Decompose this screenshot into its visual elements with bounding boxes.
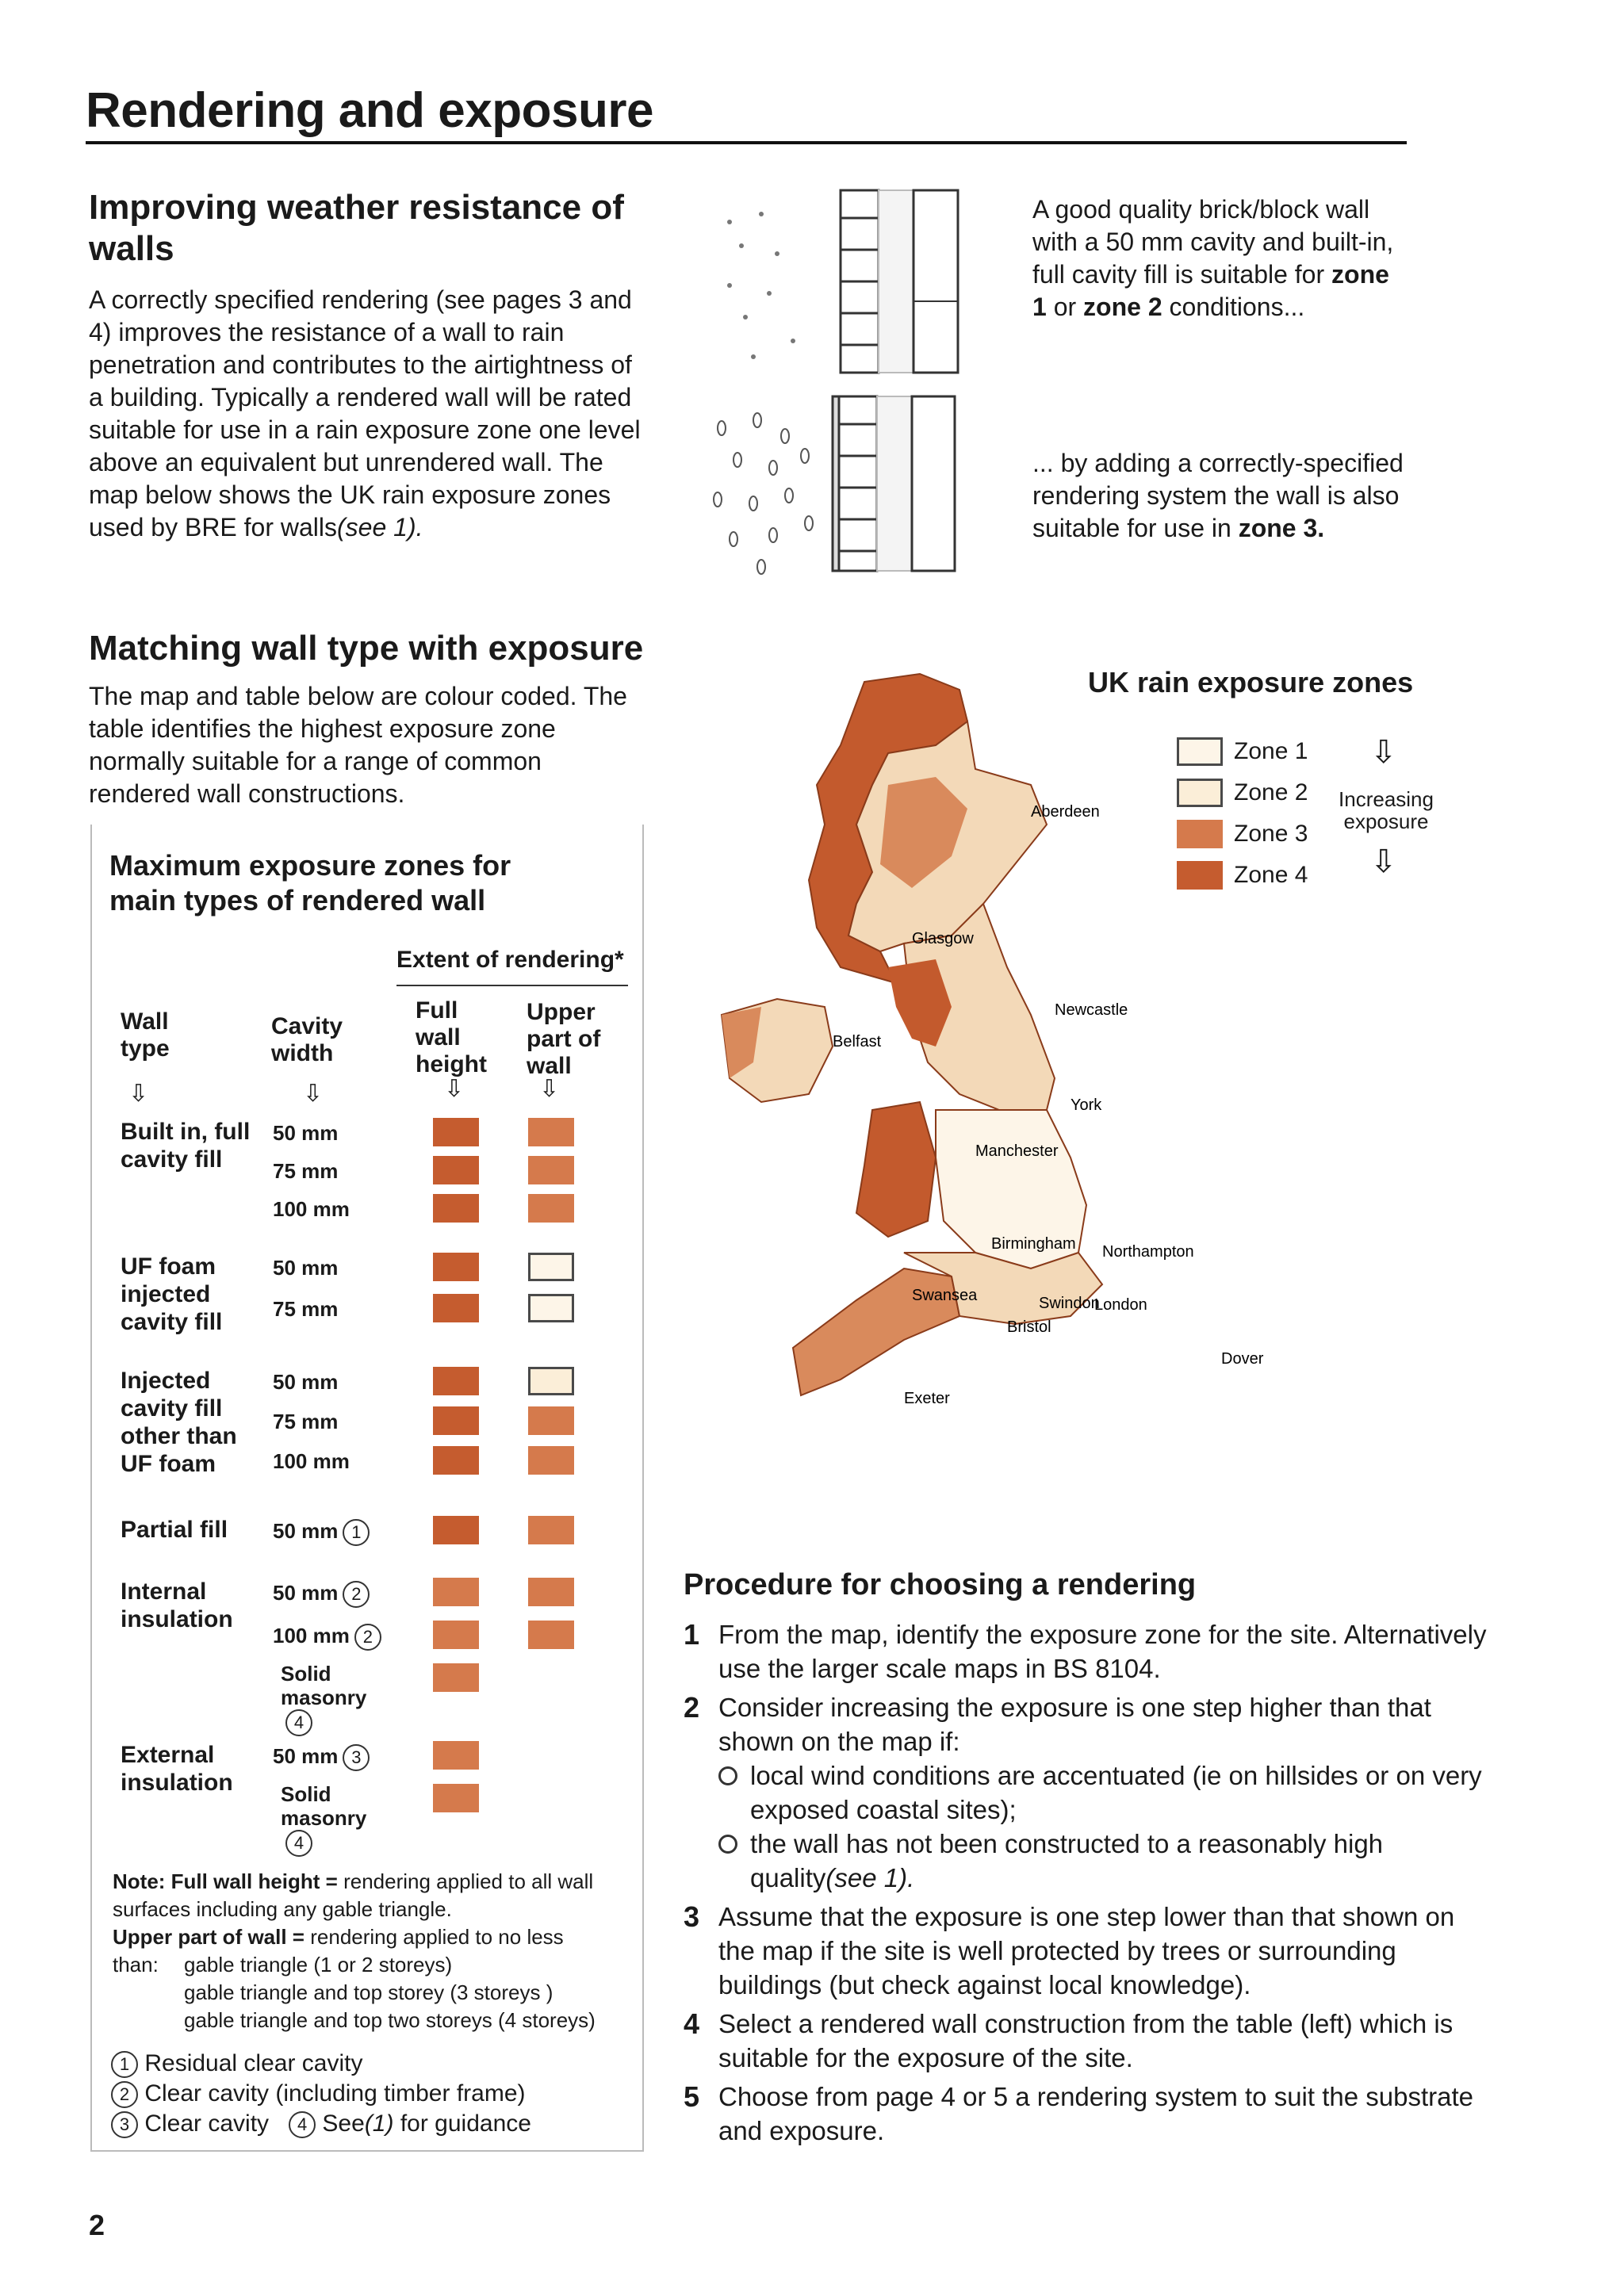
zone-swatch-full (433, 1621, 479, 1649)
footnote-4-post: for guidance (400, 2110, 531, 2137)
wall-diagrams (698, 182, 983, 587)
zone-swatch-full (433, 1663, 479, 1692)
note-line: gable triangle and top two storeys (4 storeys) (184, 2008, 596, 2032)
footnote-4-ref: (1) (364, 2110, 394, 2137)
map-legend (1177, 731, 1308, 896)
exposure-arrow-icon: ⇩ (1370, 735, 1397, 770)
cavity-width-text: 75 mm (273, 1410, 339, 1433)
footnote-1: Residual clear cavity (144, 2050, 363, 2076)
cavity-width (273, 1297, 338, 1322)
cavity-width-text: 100 mm (273, 1624, 350, 1647)
city-label: Dover (1221, 1350, 1264, 1368)
zone-swatch-full (433, 1578, 479, 1606)
city-label: Newcastle (1055, 1001, 1128, 1019)
wall-type-label: External insulation (121, 1742, 233, 1796)
zone-swatch-upper (528, 1294, 574, 1322)
footnotes (111, 2049, 531, 2139)
wall-diagram-unrendered (841, 190, 958, 373)
zone-swatch-upper (528, 1118, 574, 1146)
zone-swatch-full (433, 1406, 479, 1435)
zone-swatch-full (433, 1367, 479, 1395)
wall-type-label: Injected cavity fill other than UF foam (121, 1368, 237, 1477)
table-title: Maximum exposure zones for main types of rendered wall (109, 849, 511, 916)
footnote-marker: 4 (285, 1830, 312, 1857)
wall-type-label: Partial fill (121, 1517, 228, 1543)
cavity-width (273, 1449, 350, 1474)
zone-swatch-upper (528, 1446, 574, 1475)
procedure-heading: Procedure for choosing a rendering (684, 1568, 1197, 1601)
cavity-width (273, 1581, 370, 1608)
arrow-wall-type-icon: ⇩ (128, 1081, 149, 1107)
caption1-or: or (1053, 293, 1077, 321)
arrow-cavity-icon: ⇩ (303, 1081, 324, 1107)
city-label: Belfast (833, 1033, 882, 1050)
matching-heading: Matching wall type with exposure (89, 629, 644, 668)
circle-3: 3 (111, 2111, 138, 2138)
step-number: 4 (684, 2007, 700, 2040)
zone-swatch-upper (528, 1253, 574, 1281)
diagram-caption-1 (1032, 193, 1405, 323)
cavity-width (273, 1744, 370, 1771)
cavity-width (273, 1370, 338, 1395)
legend-zone3: Zone 3 (1234, 821, 1308, 847)
zone-swatch-full (433, 1516, 479, 1544)
caption1-zone2: zone 2 (1083, 293, 1162, 321)
zone-swatch-upper (528, 1516, 574, 1544)
procedure-list (684, 1617, 1492, 2148)
legend-swatch-zone1 (1177, 737, 1223, 766)
cavity-width (273, 1410, 338, 1434)
cavity-width-text: 100 mm (273, 1449, 350, 1473)
col-wall-type: Wall type (121, 1008, 170, 1062)
footnote-marker: 2 (343, 1581, 370, 1608)
table-notes (113, 1868, 636, 2034)
zone-swatch-full (433, 1784, 479, 1812)
intro-text-main: A correctly specified rendering (see pages 3 and 4) improves the resistance of a wall to rain penetration and contributes to the airtightness of a building. Typically a rendered wall will be rated suitable for use in a rain exposure zone one level above an equivalent but unrendered wall. The map below shows the UK rain exposure zones used by BRE for walls (89, 285, 641, 541)
note-label-1: Note: Full wall height = (113, 1869, 338, 1893)
step-number: 3 (684, 1900, 700, 1933)
circle-1: 1 (111, 2051, 138, 2078)
cavity-width-text: Solid masonry (281, 1782, 367, 1830)
cavity-width (273, 1197, 350, 1222)
note-than: than: (113, 1953, 159, 1976)
arrow-full-icon: ⇩ (444, 1076, 465, 1102)
footnote-marker: 1 (343, 1519, 370, 1546)
procedure-step (684, 1900, 1492, 2002)
map-title: UK rain exposure zones (1088, 666, 1414, 698)
cavity-width-text: 100 mm (273, 1197, 350, 1221)
note-text-1: rendering applied to all wall surfaces including any gable triangle. (113, 1869, 594, 1921)
step-number: 1 (684, 1618, 700, 1651)
wall-type-label: Internal insulation (121, 1578, 233, 1632)
zone-swatch-full (433, 1156, 479, 1184)
rain-drops-light (727, 212, 795, 359)
cavity-width-text: 50 mm (273, 1121, 339, 1145)
procedure-step (684, 2080, 1492, 2148)
zone-swatch-full (433, 1446, 479, 1475)
cavity-width (273, 1624, 381, 1651)
zone-swatch-full (433, 1194, 479, 1223)
title-rule (86, 141, 1407, 144)
city-label: Bristol (1007, 1318, 1051, 1336)
cavity-width-text: 75 mm (273, 1297, 339, 1321)
matching-text: The map and table below are colour coded. The table identifies the highest exposure zone normally suitable for a range of common rendered wall constructions. (89, 682, 627, 808)
caption1-zone1: zone 1 (1032, 260, 1389, 321)
zone-swatch-upper (528, 1578, 574, 1606)
intro-text (89, 284, 644, 544)
zone-swatch-upper (528, 1156, 574, 1184)
step-number: 5 (684, 2080, 700, 2113)
footnote-marker: 2 (354, 1624, 381, 1651)
map-wales (856, 1102, 936, 1237)
note-label-2: Upper part of wall = (113, 1925, 304, 1949)
cavity-width (273, 1256, 338, 1280)
legend-swatch-zone3 (1177, 820, 1223, 848)
step-text: Select a rendered wall construction from the table (left) which is suitable for the exposure of the site. (718, 2009, 1454, 2072)
circle-4: 4 (289, 2111, 316, 2138)
sub-bullet-text: local wind conditions are accentuated (ie on hillsides or on very exposed coastal sites); (750, 1761, 1482, 1824)
step-text: From the map, identify the exposure zone for the site. Alternatively use the larger scale maps in BS 8104. (718, 1620, 1487, 1683)
city-label: Manchester (975, 1142, 1059, 1160)
exposure-arrow-down-icon: ⇩ (1370, 844, 1397, 879)
procedure-sub-bullet (684, 1827, 1492, 1895)
cavity-width-text: 50 mm (273, 1744, 339, 1768)
cavity-width (273, 1159, 338, 1184)
procedure-step (684, 1690, 1492, 1758)
intro-ref: (see 1). (337, 513, 423, 541)
footnote-4-pre: See (322, 2110, 365, 2137)
step-text: Choose from page 4 or 5 a rendering system to suit the substrate and exposure. (718, 2082, 1474, 2145)
cavity-width-text: 75 mm (273, 1159, 339, 1183)
col-upper: Upper part of wall (527, 999, 601, 1079)
step-text: Assume that the exposure is one step lower than that shown on the map if the site is well protected by trees or surrounding buildings (but check against local knowledge). (718, 1902, 1455, 1999)
footnote-2: Clear cavity (including timber frame) (144, 2080, 526, 2107)
bullet-circle-icon (718, 1766, 737, 1785)
cavity-width-text: 50 mm (273, 1519, 339, 1543)
circle-2: 2 (111, 2081, 138, 2108)
caption2-pre: ... by adding a correctly-specified rendering system the wall is also suitable for use in (1032, 449, 1404, 542)
note-line: gable triangle and top storey (3 storeys ) (184, 1980, 553, 2004)
exposure-label: Increasing exposure (1339, 787, 1434, 833)
wall-type-label: UF foam injected cavity fill (121, 1253, 223, 1335)
zone-swatch-full (433, 1118, 479, 1146)
diagram-caption-2 (1032, 447, 1405, 545)
wall-diagram-rendered (833, 396, 955, 571)
extent-header: Extent of rendering* (396, 947, 624, 973)
legend-zone4: Zone 4 (1234, 862, 1308, 888)
note-text-2: rendering applied to no less (310, 1925, 564, 1949)
sub-bullet-ref: (see 1). (825, 1863, 915, 1892)
zone-swatch-upper (528, 1367, 574, 1395)
legend-swatch-zone2 (1177, 779, 1223, 807)
city-label: Northampton (1102, 1243, 1194, 1261)
cavity-width (281, 1662, 367, 1736)
caption1-post: conditions... (1169, 293, 1305, 321)
cavity-width-text: 50 mm (273, 1370, 339, 1394)
city-label: London (1094, 1296, 1147, 1314)
caption2-zone: zone 3. (1238, 514, 1325, 542)
legend-zone1: Zone 1 (1234, 738, 1308, 764)
cavity-width (273, 1121, 338, 1146)
cavity-width (281, 1782, 367, 1857)
city-label: Birmingham (991, 1235, 1076, 1253)
zone-swatch-upper (528, 1194, 574, 1223)
note-line: gable triangle (1 or 2 storeys) (184, 1953, 453, 1976)
procedure-step (684, 2007, 1492, 2075)
footnote-3: Clear cavity (144, 2110, 270, 2137)
city-label: York (1071, 1096, 1102, 1114)
col-full: Full wall height (416, 997, 487, 1077)
cavity-width-text: 50 mm (273, 1256, 339, 1280)
city-label: Glasgow (912, 930, 974, 947)
city-label: Exeter (904, 1390, 950, 1407)
bullet-circle-icon (718, 1835, 737, 1854)
city-label: Swindon (1039, 1295, 1100, 1312)
step-number: 2 (684, 1691, 700, 1724)
wall-type-label: Built in, full cavity fill (121, 1119, 251, 1173)
cavity-width-text: 50 mm (273, 1581, 339, 1605)
city-label: Aberdeen (1031, 803, 1100, 821)
procedure-sub-bullet (684, 1758, 1492, 1827)
zone-swatch-full (433, 1294, 479, 1322)
page-title: Rendering and exposure (86, 83, 653, 138)
zone-swatch-upper (528, 1621, 574, 1649)
footnote-marker: 4 (285, 1709, 312, 1736)
city-label: Swansea (912, 1287, 978, 1304)
step-text: Consider increasing the exposure is one step higher than that shown on the map if: (718, 1693, 1431, 1756)
arrow-upper-icon: ⇩ (539, 1076, 560, 1102)
zone-swatch-full (433, 1253, 479, 1281)
footnote-marker: 3 (343, 1744, 370, 1771)
cavity-width-text: Solid masonry (281, 1662, 367, 1709)
cavity-width (273, 1519, 370, 1546)
zone-swatch-full (433, 1741, 479, 1770)
rain-drops-heavy (714, 413, 813, 574)
zone-swatch-upper (528, 1406, 574, 1435)
procedure-step (684, 1617, 1492, 1686)
legend-swatch-zone4 (1177, 861, 1223, 890)
legend-zone2: Zone 2 (1234, 779, 1308, 806)
caption1-pre: A good quality brick/block wall with a 50 mm cavity and built-in, full cavity fill is suitable for (1032, 195, 1394, 289)
col-cavity: Cavity width (271, 1013, 343, 1066)
extent-rule (396, 985, 628, 986)
sub-bullet-text: the wall has not been constructed to a reasonably high quality (750, 1829, 1384, 1892)
page-number: 2 (89, 2209, 105, 2241)
intro-heading: Improving weather resistance of walls (89, 188, 624, 268)
